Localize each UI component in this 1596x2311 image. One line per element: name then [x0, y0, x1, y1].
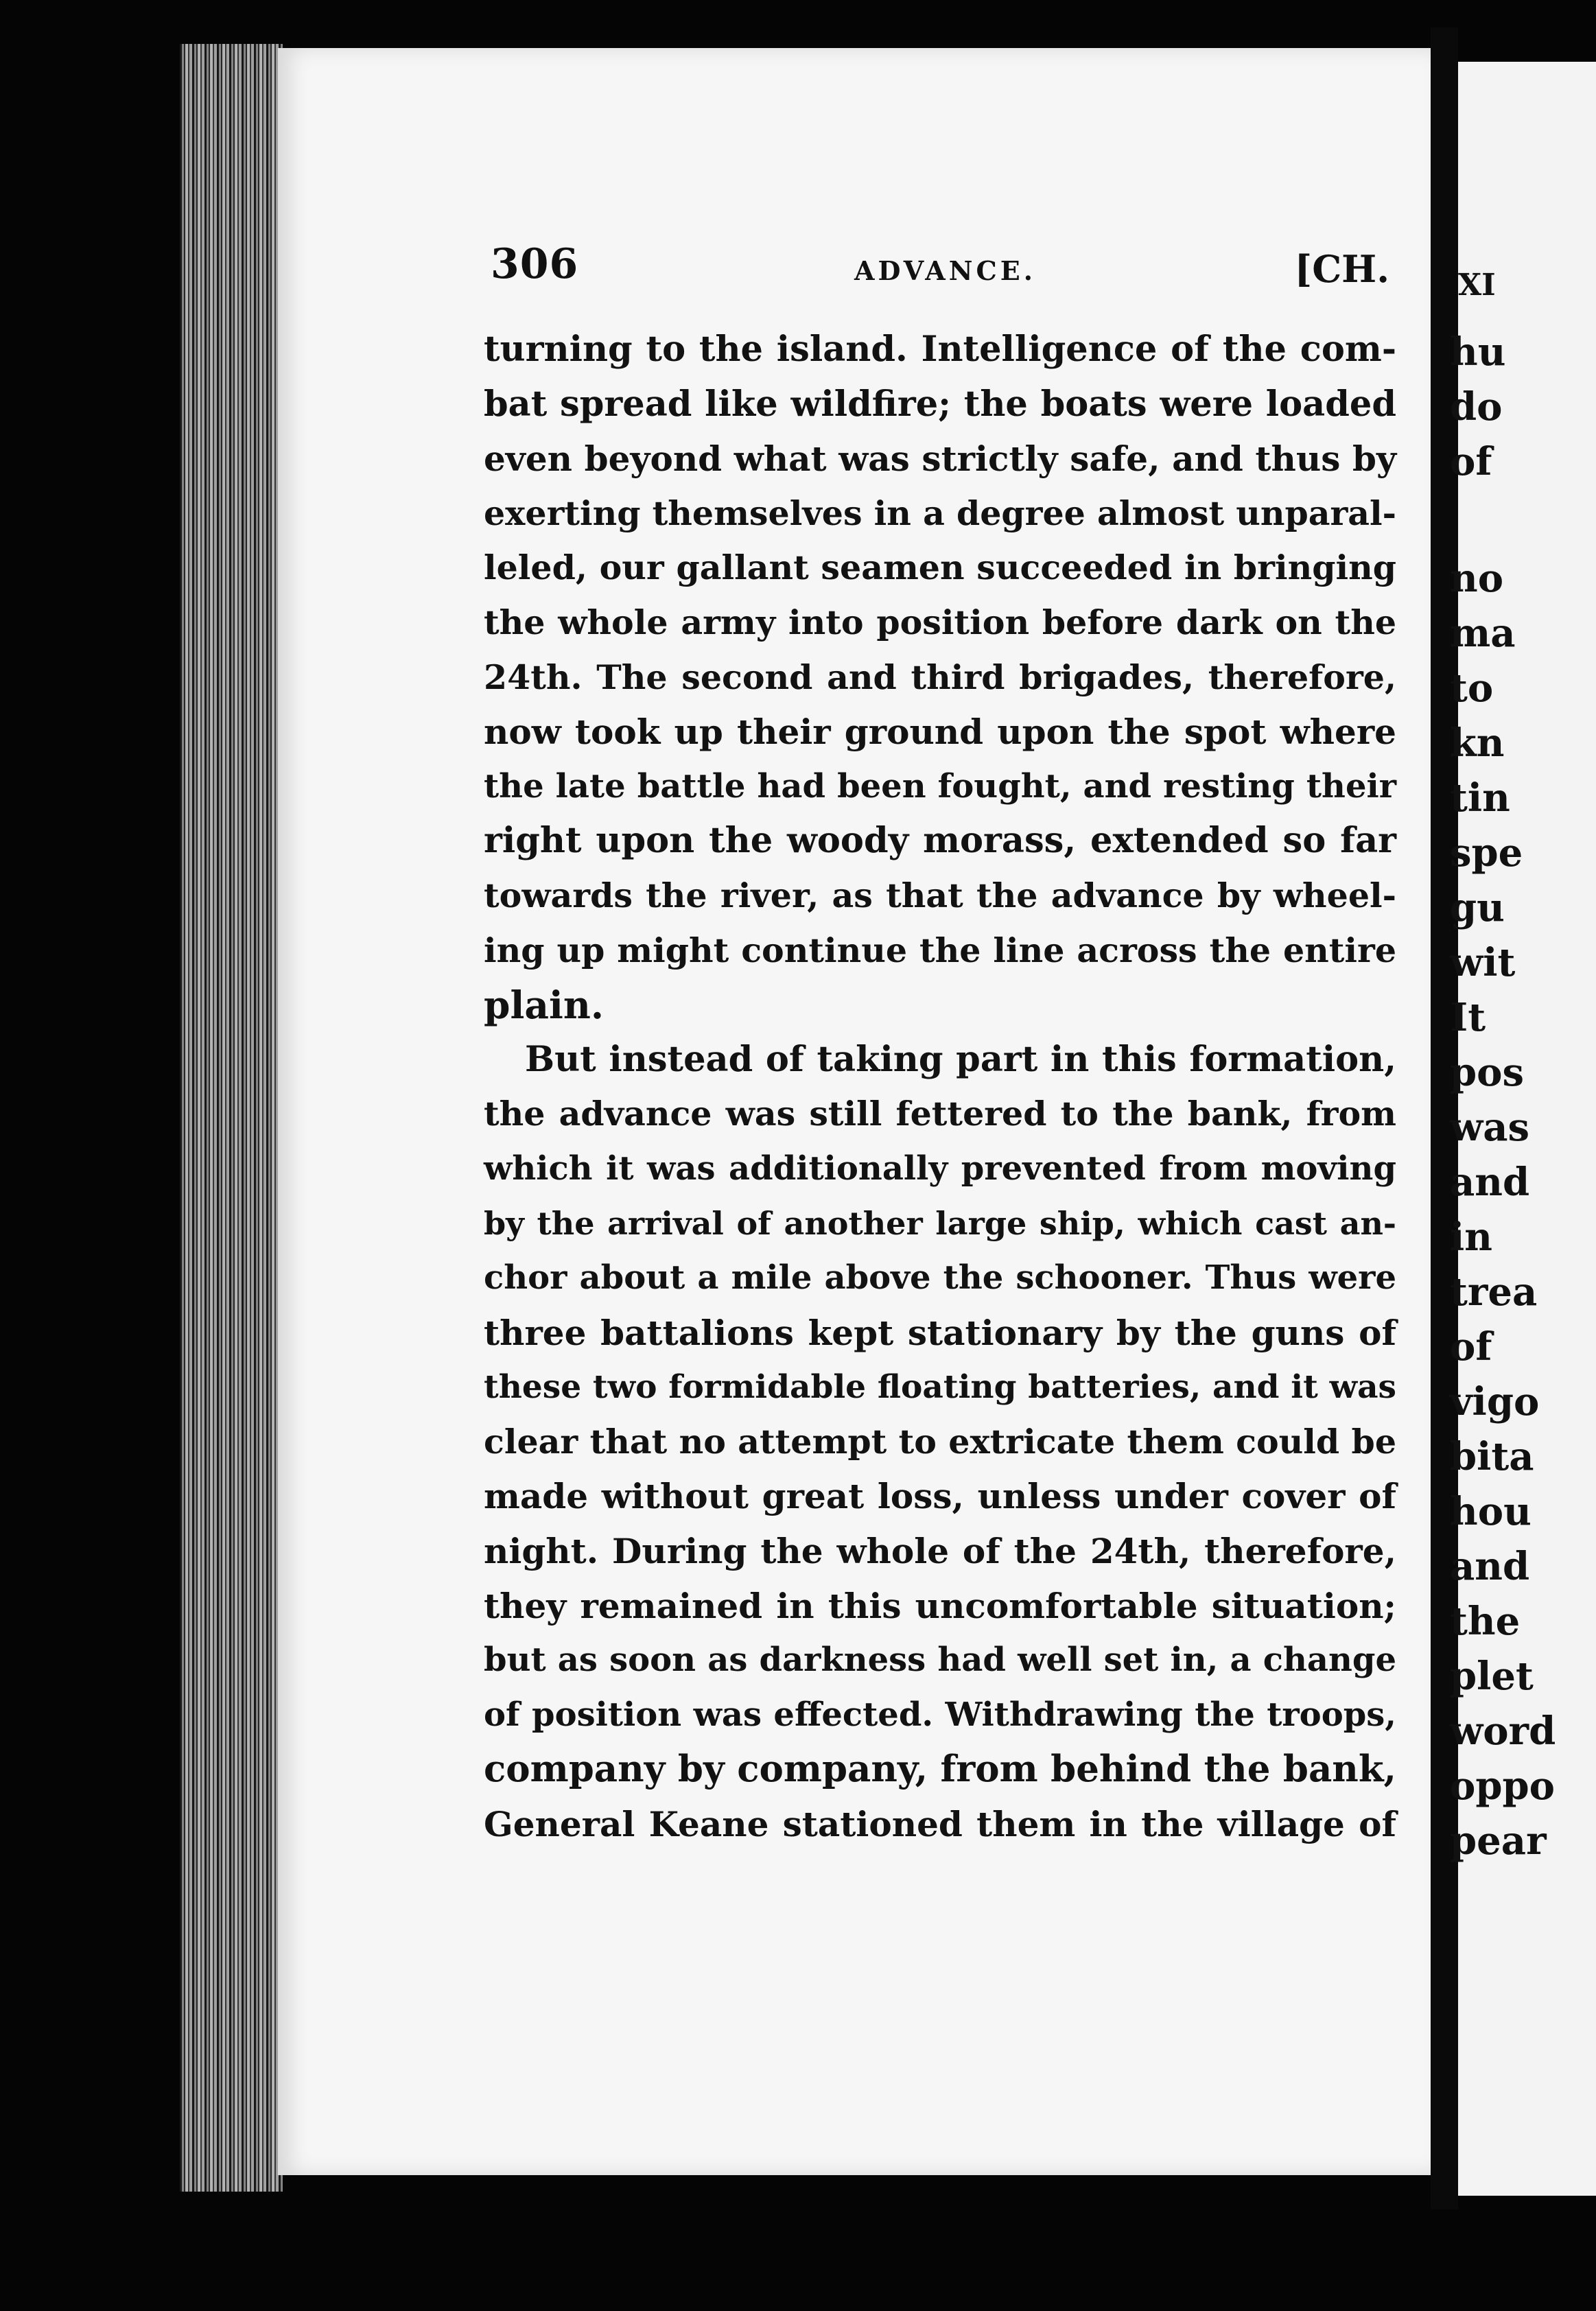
text-line: plain. [484, 983, 605, 1028]
facing-fragment: wit [1450, 940, 1516, 985]
text-line: three battalions kept stationary by the guns of [484, 1312, 1396, 1353]
text-line: leled, our gallant seamen succeeded in bringing [484, 548, 1396, 588]
page-number: 306 [491, 240, 579, 288]
facing-fragment: and [1450, 1544, 1530, 1589]
page-edges [180, 44, 283, 2192]
text-line: the whole army into position before dark on the [484, 602, 1396, 642]
facing-fragment: was [1450, 1105, 1530, 1150]
text-line: the late battle had been fought, and resting their [484, 766, 1396, 806]
facing-fragment: trea [1450, 1269, 1538, 1315]
facing-page [1450, 62, 1596, 2196]
text-line: they remained in this uncomfortable situation; [484, 1585, 1396, 1626]
text-line: of position was effected. Withdrawing the troops, [484, 1695, 1396, 1734]
facing-fragment: word [1450, 1709, 1556, 1754]
text-line: clear that no attempt to extricate them could be [484, 1421, 1396, 1462]
text-line: right upon the woody morass, extended so far [484, 820, 1396, 862]
text-line: now took up their ground upon the spot where [484, 712, 1396, 753]
text-line: 24th. The second and third brigades, therefore, [484, 657, 1396, 697]
facing-fragment: bita [1450, 1434, 1534, 1479]
body-text [484, 322, 1396, 1852]
text-line: which it was additionally prevented from moving [484, 1149, 1396, 1188]
facing-fragment: no [1450, 556, 1504, 601]
facing-fragment: ma [1450, 611, 1516, 656]
facing-fragment: pear [1450, 1818, 1547, 1864]
text-line: exerting themselves in a degree almost unparal- [484, 493, 1396, 533]
facing-fragment: plet [1450, 1654, 1534, 1699]
text-line: chor about a mile above the schooner. Thus were [484, 1258, 1396, 1298]
facing-fragment: and [1450, 1160, 1530, 1205]
facing-fragment: of [1450, 439, 1492, 484]
chapter-marker: [CH. [1294, 247, 1389, 291]
facing-fragment: of [1450, 1324, 1492, 1370]
text-line: night. During the whole of the 24th, therefore, [484, 1531, 1396, 1572]
text-line: even beyond what was strictly safe, and thus by [484, 438, 1396, 480]
text-line: turning to the island. Intelligence of the com- [484, 329, 1396, 370]
text-line: the advance was still fettered to the bank, from [484, 1094, 1396, 1134]
running-title: ADVANCE. [854, 255, 1036, 286]
facing-fragment: oppo [1450, 1763, 1556, 1809]
text-line: towards the river, as that the advance by wheel- [484, 875, 1396, 915]
text-line: by the arrival of another large ship, which cast an- [484, 1204, 1396, 1242]
text-line: made without great loss, unless under cover of [484, 1476, 1396, 1517]
text-line: ing up might continue the line across the entire [484, 930, 1396, 970]
text-line: bat spread like wildfire; the boats were loaded [484, 383, 1396, 425]
text-line: But instead of taking part in this formation, [525, 1038, 1396, 1080]
running-head [491, 240, 1396, 302]
facing-fragment: tin [1450, 775, 1510, 821]
facing-fragment: to [1450, 666, 1494, 711]
facing-fragment: do [1450, 384, 1503, 430]
facing-fragment: spe [1450, 830, 1523, 876]
text-line: company by company, from behind the bank, [484, 1748, 1396, 1791]
text-line: General Keane stationed them in the village of [484, 1804, 1396, 1845]
facing-fragment: hou [1450, 1489, 1532, 1534]
text-line: but as soon as darkness had well set in, a change [484, 1641, 1396, 1680]
facing-fragment: kn [1450, 720, 1505, 766]
facing-fragment: vigo [1450, 1379, 1540, 1424]
facing-fragment: XI [1458, 268, 1496, 303]
facing-fragment: in [1450, 1215, 1492, 1260]
paragraph [484, 1033, 1396, 1852]
facing-fragment: pos [1450, 1050, 1525, 1095]
paragraph [484, 322, 1396, 1033]
facing-fragment: It [1450, 995, 1486, 1040]
facing-fragment: gu [1450, 885, 1505, 930]
facing-fragment: hu [1450, 329, 1506, 375]
text-line: these two formidable floating batteries, and it was [484, 1368, 1396, 1407]
facing-fragment: the [1450, 1599, 1521, 1644]
